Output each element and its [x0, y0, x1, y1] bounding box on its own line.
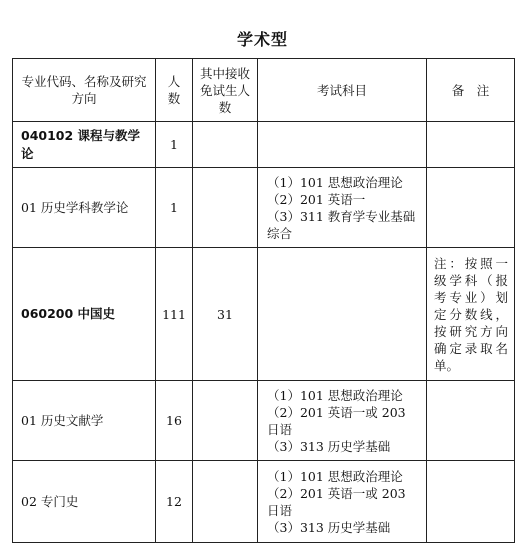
exempt-cell: 31 — [193, 248, 258, 381]
subject-line: （3）313 历史学基础 — [267, 519, 391, 535]
major-cell: 02 专门史 — [13, 461, 156, 543]
header-count: 人数 — [156, 59, 193, 122]
header-subjects: 考试科目 — [258, 59, 427, 122]
table-row — [13, 461, 515, 543]
exempt-cell — [193, 168, 258, 248]
subject-line: （1）101 思想政治理论 — [267, 387, 403, 403]
subject-line: （2）201 英语一 — [267, 191, 366, 207]
subject-line: （2）201 英语一或 203 日语 — [267, 485, 406, 518]
admissions-table — [12, 58, 515, 543]
count-cell: 16 — [156, 381, 193, 461]
table-header-row — [13, 59, 515, 122]
subject-line: （3）313 历史学基础 — [267, 438, 391, 454]
subject-line: （3）311 教育学专业基础综合 — [267, 208, 416, 241]
major-cell: 040102 课程与教学论 — [13, 122, 156, 168]
exempt-cell — [193, 461, 258, 543]
subjects-cell — [258, 381, 427, 461]
subject-line: （2）201 英语一或 203 日语 — [267, 404, 406, 437]
exempt-cell — [193, 122, 258, 168]
page-title: 学术型 — [236, 30, 288, 49]
subjects-cell — [258, 248, 427, 381]
exempt-cell — [193, 381, 258, 461]
table-row — [13, 248, 515, 381]
notes-cell: 注：按照一级学科（报考专业）划定分数线，按研究方向确定录取名单。 — [427, 248, 515, 381]
header-major: 专业代码、名称及研究方向 — [13, 59, 156, 122]
major-cell: 01 历史文献学 — [13, 381, 156, 461]
subjects-cell — [258, 461, 427, 543]
table-row — [13, 168, 515, 248]
count-cell: 1 — [156, 168, 193, 248]
table-row — [13, 122, 515, 168]
notes-cell — [427, 461, 515, 543]
header-notes: 备 注 — [427, 59, 515, 122]
major-cell: 060200 中国史 — [13, 248, 156, 381]
table-row — [13, 381, 515, 461]
notes-cell — [427, 381, 515, 461]
count-cell: 1 — [156, 122, 193, 168]
notes-cell — [427, 122, 515, 168]
count-cell: 111 — [156, 248, 193, 381]
subjects-cell — [258, 168, 427, 248]
header-exempt: 其中接收免试生人数 — [193, 59, 258, 122]
subjects-cell — [258, 122, 427, 168]
subject-line: （1）101 思想政治理论 — [267, 468, 403, 484]
subject-line: （1）101 思想政治理论 — [267, 174, 403, 190]
major-cell: 01 历史学科教学论 — [13, 168, 156, 248]
notes-cell — [427, 168, 515, 248]
count-cell: 12 — [156, 461, 193, 543]
